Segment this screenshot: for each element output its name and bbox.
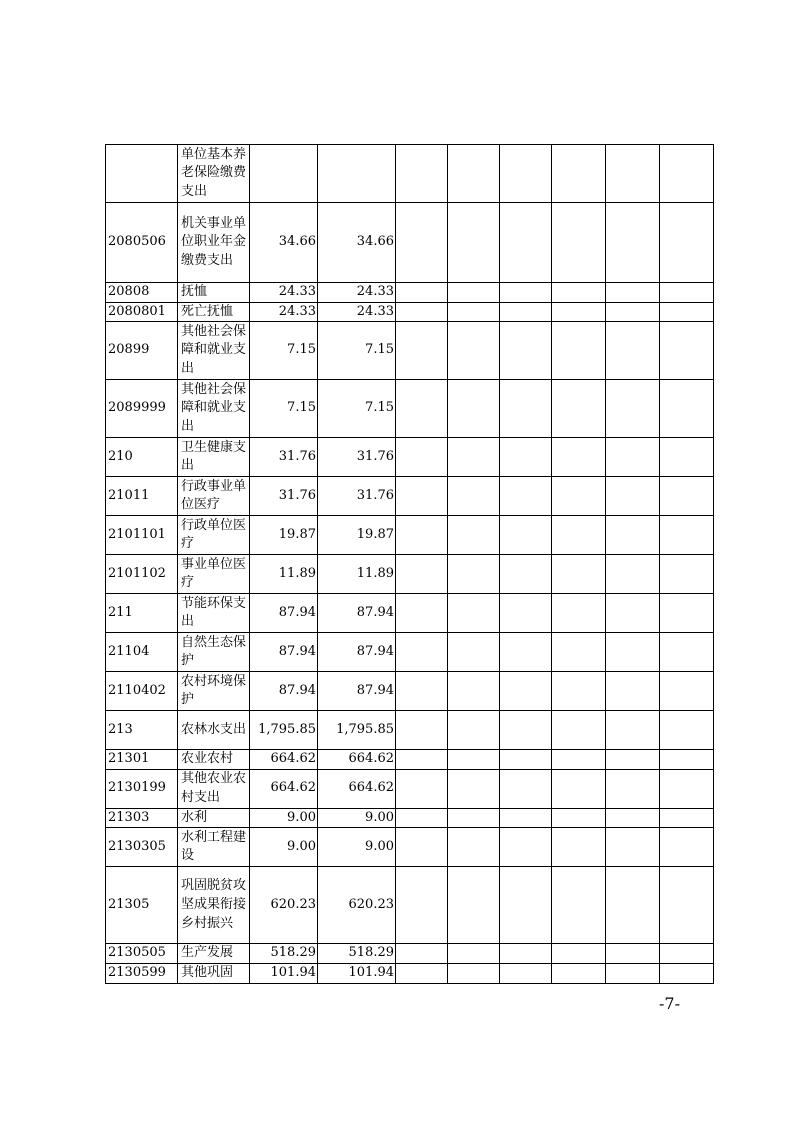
item-name-cell: 农林水支出 — [178, 711, 250, 750]
empty-cell — [396, 594, 448, 633]
table-row — [106, 711, 714, 750]
code-cell: 21305 — [106, 867, 178, 944]
amount-total-cell: 7.15 — [250, 380, 318, 438]
empty-cell — [396, 438, 448, 477]
page-number: -7- — [659, 994, 680, 1013]
amount-basic-cell: 31.76 — [318, 477, 396, 516]
item-name-cell: 其他农业农村支出 — [178, 769, 250, 808]
item-name-cell: 农业农村 — [178, 750, 250, 770]
amount-basic-cell: 24.33 — [318, 283, 396, 303]
table-row — [106, 808, 714, 828]
code-cell: 2089999 — [106, 380, 178, 438]
amount-basic-cell: 664.62 — [318, 750, 396, 770]
empty-cell — [606, 322, 660, 380]
amount-basic-cell: 19.87 — [318, 516, 396, 555]
empty-cell — [660, 555, 714, 594]
table-row — [106, 380, 714, 438]
empty-cell — [660, 867, 714, 944]
empty-cell — [552, 963, 606, 983]
code-cell: 21104 — [106, 633, 178, 672]
amount-basic-cell: 1,795.85 — [318, 711, 396, 750]
empty-cell — [606, 672, 660, 711]
table-body — [106, 145, 714, 984]
empty-cell — [396, 769, 448, 808]
empty-cell — [606, 808, 660, 828]
empty-cell — [500, 828, 552, 867]
table-row — [106, 750, 714, 770]
empty-cell — [606, 477, 660, 516]
empty-cell — [660, 438, 714, 477]
item-name-cell: 行政事业单位医疗 — [178, 477, 250, 516]
empty-cell — [660, 477, 714, 516]
empty-cell — [552, 283, 606, 303]
amount-basic-cell: 9.00 — [318, 828, 396, 867]
empty-cell — [500, 302, 552, 322]
empty-cell — [500, 633, 552, 672]
table-row — [106, 633, 714, 672]
empty-cell — [396, 302, 448, 322]
empty-cell — [660, 203, 714, 283]
amount-total-cell: 87.94 — [250, 594, 318, 633]
empty-cell — [552, 769, 606, 808]
empty-cell — [396, 516, 448, 555]
empty-cell — [448, 477, 500, 516]
empty-cell — [448, 633, 500, 672]
item-name-cell: 节能环保支出 — [178, 594, 250, 633]
empty-cell — [606, 516, 660, 555]
amount-basic-cell: 24.33 — [318, 302, 396, 322]
code-cell: 2101102 — [106, 555, 178, 594]
empty-cell — [448, 672, 500, 711]
empty-cell — [500, 145, 552, 203]
empty-cell — [552, 203, 606, 283]
empty-cell — [660, 808, 714, 828]
empty-cell — [552, 711, 606, 750]
empty-cell — [552, 808, 606, 828]
code-cell: 21301 — [106, 750, 178, 770]
amount-total-cell: 101.94 — [250, 963, 318, 983]
amount-basic-cell: 11.89 — [318, 555, 396, 594]
amount-basic-cell: 664.62 — [318, 769, 396, 808]
empty-cell — [552, 302, 606, 322]
empty-cell — [500, 711, 552, 750]
empty-cell — [660, 302, 714, 322]
empty-cell — [552, 594, 606, 633]
item-name-cell: 单位基本养老保险缴费支出 — [178, 145, 250, 203]
amount-total-cell: 11.89 — [250, 555, 318, 594]
empty-cell — [500, 516, 552, 555]
empty-cell — [448, 516, 500, 555]
empty-cell — [448, 750, 500, 770]
amount-total-cell: 9.00 — [250, 828, 318, 867]
empty-cell — [660, 145, 714, 203]
amount-total-cell: 518.29 — [250, 944, 318, 964]
empty-cell — [396, 322, 448, 380]
item-name-cell: 巩固脱贫攻坚成果衔接乡村振兴 — [178, 867, 250, 944]
empty-cell — [606, 203, 660, 283]
empty-cell — [500, 594, 552, 633]
empty-cell — [660, 322, 714, 380]
empty-cell — [448, 380, 500, 438]
table-row — [106, 555, 714, 594]
item-name-cell: 水利 — [178, 808, 250, 828]
empty-cell — [396, 555, 448, 594]
amount-total-cell: 87.94 — [250, 633, 318, 672]
empty-cell — [448, 302, 500, 322]
empty-cell — [500, 963, 552, 983]
empty-cell — [500, 203, 552, 283]
empty-cell — [396, 283, 448, 303]
empty-cell — [660, 944, 714, 964]
empty-cell — [660, 380, 714, 438]
empty-cell — [552, 672, 606, 711]
amount-total-cell: 31.76 — [250, 438, 318, 477]
table-row — [106, 145, 714, 203]
code-cell: 20899 — [106, 322, 178, 380]
item-name-cell: 农村环境保护 — [178, 672, 250, 711]
empty-cell — [660, 672, 714, 711]
amount-basic-cell: 620.23 — [318, 867, 396, 944]
table-row — [106, 516, 714, 555]
code-cell: 2130599 — [106, 963, 178, 983]
amount-total-cell: 620.23 — [250, 867, 318, 944]
table-row — [106, 963, 714, 983]
empty-cell — [500, 750, 552, 770]
item-name-cell: 自然生态保护 — [178, 633, 250, 672]
table-row — [106, 867, 714, 944]
empty-cell — [448, 828, 500, 867]
item-name-cell: 生产发展 — [178, 944, 250, 964]
code-cell: 21303 — [106, 808, 178, 828]
amount-total-cell: 34.66 — [250, 203, 318, 283]
empty-cell — [448, 769, 500, 808]
item-name-cell: 行政单位医疗 — [178, 516, 250, 555]
empty-cell — [606, 633, 660, 672]
empty-cell — [606, 750, 660, 770]
amount-total-cell: 87.94 — [250, 672, 318, 711]
empty-cell — [660, 828, 714, 867]
table-row — [106, 944, 714, 964]
empty-cell — [606, 283, 660, 303]
item-name-cell: 其他社会保障和就业支出 — [178, 380, 250, 438]
budget-table — [105, 144, 714, 984]
amount-total-cell: 24.33 — [250, 283, 318, 303]
table-row — [106, 322, 714, 380]
empty-cell — [448, 145, 500, 203]
empty-cell — [448, 438, 500, 477]
empty-cell — [606, 944, 660, 964]
empty-cell — [396, 750, 448, 770]
table-row — [106, 594, 714, 633]
code-cell: 2130505 — [106, 944, 178, 964]
amount-basic-cell: 87.94 — [318, 594, 396, 633]
amount-basic-cell: 101.94 — [318, 963, 396, 983]
item-name-cell: 事业单位医疗 — [178, 555, 250, 594]
empty-cell — [500, 322, 552, 380]
empty-cell — [552, 145, 606, 203]
amount-basic-cell: 7.15 — [318, 380, 396, 438]
code-cell: 2101101 — [106, 516, 178, 555]
table-row — [106, 203, 714, 283]
table-row — [106, 672, 714, 711]
empty-cell — [396, 477, 448, 516]
empty-cell — [606, 145, 660, 203]
empty-cell — [500, 283, 552, 303]
amount-basic-cell: 87.94 — [318, 633, 396, 672]
empty-cell — [606, 555, 660, 594]
code-cell: 21011 — [106, 477, 178, 516]
empty-cell — [552, 438, 606, 477]
empty-cell — [552, 555, 606, 594]
empty-cell — [660, 283, 714, 303]
empty-cell — [660, 963, 714, 983]
empty-cell — [660, 750, 714, 770]
table-row — [106, 302, 714, 322]
empty-cell — [396, 808, 448, 828]
empty-cell — [606, 380, 660, 438]
item-name-cell: 死亡抚恤 — [178, 302, 250, 322]
empty-cell — [500, 672, 552, 711]
empty-cell — [448, 555, 500, 594]
empty-cell — [396, 145, 448, 203]
empty-cell — [500, 380, 552, 438]
empty-cell — [552, 867, 606, 944]
empty-cell — [500, 477, 552, 516]
code-cell: 2130305 — [106, 828, 178, 867]
empty-cell — [396, 203, 448, 283]
table-row — [106, 769, 714, 808]
code-cell: 2130199 — [106, 769, 178, 808]
empty-cell — [396, 633, 448, 672]
empty-cell — [552, 633, 606, 672]
empty-cell — [660, 594, 714, 633]
amount-basic-cell: 31.76 — [318, 438, 396, 477]
empty-cell — [552, 380, 606, 438]
empty-cell — [660, 516, 714, 555]
empty-cell — [448, 283, 500, 303]
item-name-cell: 卫生健康支出 — [178, 438, 250, 477]
empty-cell — [396, 711, 448, 750]
empty-cell — [396, 944, 448, 964]
empty-cell — [448, 944, 500, 964]
amount-total-cell: 7.15 — [250, 322, 318, 380]
empty-cell — [500, 944, 552, 964]
amount-basic-cell: 87.94 — [318, 672, 396, 711]
amount-basic-cell: 7.15 — [318, 322, 396, 380]
amount-total-cell: 1,795.85 — [250, 711, 318, 750]
amount-basic-cell: 9.00 — [318, 808, 396, 828]
code-cell: 2080506 — [106, 203, 178, 283]
amount-total-cell — [250, 145, 318, 203]
empty-cell — [396, 963, 448, 983]
empty-cell — [552, 516, 606, 555]
empty-cell — [660, 711, 714, 750]
empty-cell — [500, 769, 552, 808]
empty-cell — [396, 867, 448, 944]
amount-basic-cell — [318, 145, 396, 203]
empty-cell — [552, 322, 606, 380]
code-cell: 2080801 — [106, 302, 178, 322]
empty-cell — [500, 555, 552, 594]
empty-cell — [606, 867, 660, 944]
code-cell: 210 — [106, 438, 178, 477]
code-cell: 211 — [106, 594, 178, 633]
empty-cell — [396, 672, 448, 711]
empty-cell — [606, 594, 660, 633]
empty-cell — [500, 867, 552, 944]
table-row — [106, 438, 714, 477]
amount-total-cell: 31.76 — [250, 477, 318, 516]
item-name-cell: 机关事业单位职业年金缴费支出 — [178, 203, 250, 283]
empty-cell — [448, 594, 500, 633]
empty-cell — [552, 944, 606, 964]
amount-basic-cell: 34.66 — [318, 203, 396, 283]
empty-cell — [396, 828, 448, 867]
code-cell: 20808 — [106, 283, 178, 303]
empty-cell — [396, 380, 448, 438]
item-name-cell: 水利工程建设 — [178, 828, 250, 867]
empty-cell — [606, 828, 660, 867]
empty-cell — [606, 711, 660, 750]
empty-cell — [448, 963, 500, 983]
empty-cell — [448, 203, 500, 283]
item-name-cell: 其他社会保障和就业支出 — [178, 322, 250, 380]
empty-cell — [500, 808, 552, 828]
item-name-cell: 其他巩固 — [178, 963, 250, 983]
empty-cell — [448, 711, 500, 750]
code-cell: 2110402 — [106, 672, 178, 711]
amount-total-cell: 664.62 — [250, 769, 318, 808]
empty-cell — [448, 867, 500, 944]
amount-basic-cell: 518.29 — [318, 944, 396, 964]
empty-cell — [606, 769, 660, 808]
amount-total-cell: 24.33 — [250, 302, 318, 322]
empty-cell — [606, 438, 660, 477]
empty-cell — [606, 302, 660, 322]
empty-cell — [552, 828, 606, 867]
code-cell — [106, 145, 178, 203]
empty-cell — [448, 322, 500, 380]
table-row — [106, 477, 714, 516]
empty-cell — [606, 963, 660, 983]
item-name-cell: 抚恤 — [178, 283, 250, 303]
amount-total-cell: 664.62 — [250, 750, 318, 770]
code-cell: 213 — [106, 711, 178, 750]
empty-cell — [448, 808, 500, 828]
empty-cell — [500, 438, 552, 477]
amount-total-cell: 19.87 — [250, 516, 318, 555]
empty-cell — [552, 477, 606, 516]
amount-total-cell: 9.00 — [250, 808, 318, 828]
table-row — [106, 828, 714, 867]
empty-cell — [552, 750, 606, 770]
empty-cell — [660, 633, 714, 672]
empty-cell — [660, 769, 714, 808]
table-row — [106, 283, 714, 303]
